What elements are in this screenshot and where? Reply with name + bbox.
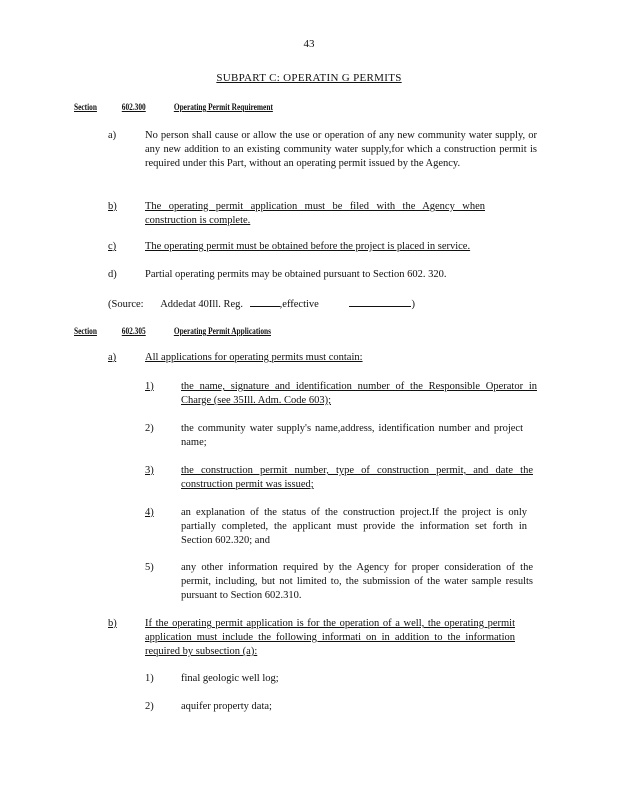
item-a-3-text: the construction permit number, type of construction permit, and date the construction permit was issued; bbox=[181, 465, 533, 490]
item-a-2-label: 2) bbox=[145, 423, 154, 434]
source-text: Addedat 40Ill. Reg. bbox=[160, 299, 244, 310]
para-300-a-label: a) bbox=[108, 130, 117, 141]
reg-blank-line bbox=[250, 296, 280, 307]
source-effective: ,effective bbox=[279, 299, 319, 310]
source-prefix: (Source: bbox=[108, 299, 144, 310]
para-300-d-text: Partial operating permits may be obtained pursuant to Section 602. 320. bbox=[145, 269, 447, 280]
page-number: 43 bbox=[303, 38, 315, 50]
para-300-b-label: b) bbox=[108, 201, 117, 212]
section-305-title: Operating Permit Applications bbox=[173, 326, 272, 336]
item-a-1-text: the name, signature and identification number of the Responsible Operator in Charge (see 35Ill. Adm. Code 603); bbox=[181, 381, 537, 406]
para-300-b-text: The operating permit application must be filed with the Agency when construction is complete. bbox=[145, 201, 485, 226]
para-305-b-label: b) bbox=[108, 618, 117, 629]
section-300-title: Operating Permit Requirement bbox=[173, 102, 273, 112]
para-300-c-label: c) bbox=[108, 241, 117, 252]
subpart-title: SUBPART C: OPERATIN G PERMITS bbox=[216, 72, 402, 84]
para-300-d-label: d) bbox=[108, 269, 117, 280]
section-305-label: Section bbox=[74, 326, 97, 336]
item-b-1-text: final geologic well log; bbox=[181, 673, 279, 684]
item-a-5-label: 5) bbox=[145, 562, 154, 573]
item-b-2-text: aquifer property data; bbox=[181, 701, 272, 712]
item-a-5-text: any other information required by the Agency for proper consideration of the permit, including, but not limited to, the submission of the water sample results pursuant to Section 602.310. bbox=[181, 562, 533, 601]
section-305-heading bbox=[74, 326, 271, 336]
para-305-b-text: If the operating permit application is for the operation of a well, the operating permit application must include the following informati on in addition to the information required by subsection (a): bbox=[145, 618, 515, 657]
source-note bbox=[108, 296, 415, 312]
para-305-a-text: All applications for operating permits must contain: bbox=[145, 352, 363, 363]
source-suffix: ) bbox=[411, 299, 415, 310]
para-300-c-text: The operating permit must be obtained before the project is placed in service. bbox=[145, 241, 471, 252]
para-300-a-text: No person shall cause or allow the use or operation of any new community water supply, or any new addition to an existing community water supply,for which a construction permit is required under this Part, without an operating permit issued by the Agency. bbox=[145, 130, 537, 169]
section-300-label: Section bbox=[74, 102, 97, 112]
item-b-1-label: 1) bbox=[145, 673, 154, 684]
item-a-3-label: 3) bbox=[145, 465, 154, 476]
item-a-4-text: an explanation of the status of the construction project.If the project is only partially completed, the applicant must provide the information set forth in Section 602.320; and bbox=[181, 507, 527, 546]
para-305-a-label: a) bbox=[108, 352, 117, 363]
item-b-2-label: 2) bbox=[145, 701, 154, 712]
item-a-2-text: the community water supply's name,address, identification number and project name; bbox=[181, 423, 523, 448]
effective-blank-line bbox=[349, 296, 411, 307]
section-305-number: 602.305 bbox=[121, 326, 146, 336]
item-a-1-label: 1) bbox=[145, 381, 154, 392]
section-300-heading bbox=[74, 102, 273, 112]
section-300-number: 602.300 bbox=[121, 102, 146, 112]
item-a-4-label: 4) bbox=[145, 507, 154, 518]
